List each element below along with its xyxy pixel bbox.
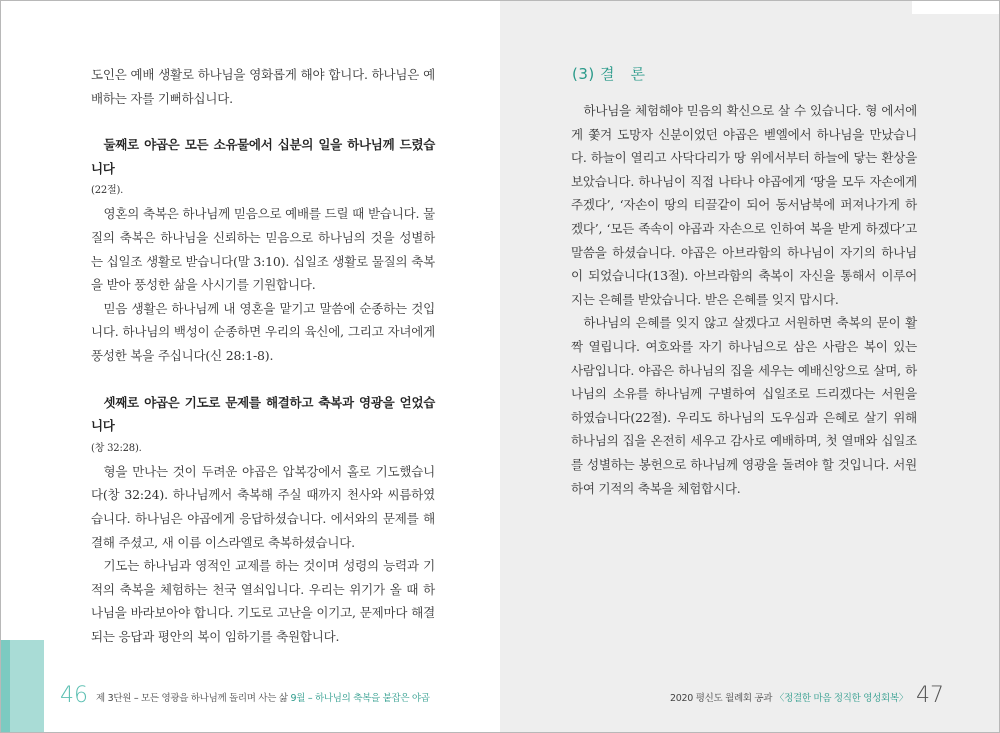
section2-reference: (22절). — [91, 185, 124, 197]
section3-reference: (창 32:28). — [91, 442, 142, 454]
footer-right — [670, 690, 908, 704]
section3-heading: 셋째로 야곱은 기도로 문제를 해결하고 축복과 영광을 얻었습니다 — [91, 394, 435, 434]
conclusion-paragraph: 하나님의 은혜를 잊지 않고 살겠다고 서원하면 축복의 문이 활짝 열립니다. 여호와를 자기 하나님으로 삼은 사람은 복이 있는 사람입니다. 야곱은 하나님의 집을 세우는 예배신앙으로 살며, 하나님의 소유를 하나님께 구별하여 십일조로 드리겠다는 서원을 하였습니다(22절). 우리도 하나님의 도우심과 은혜로 살기 위해 하나님의 집을 온전히 세우고 감사로 예배하며, 첫 열매와 십일조를 성별하는 봉헌으로 하나님께 영광을 돌려야 할 것입니다. 서원하여 기적의 축복을 체험합시다. — [571, 315, 917, 496]
section3-paragraph: 기도는 하나님과 영적인 교제를 하는 것이며 성령의 능력과 기적의 축복을 체험하는 천국 열쇠입니다. 우리는 위기가 올 때 하나님을 바라보아야 합니다. 기도로 고난을 이기고, 문제마다 해결되는 응답과 평안의 복이 임하기를 축원합니다. — [91, 558, 435, 644]
chapter-tab — [0, 640, 44, 733]
conclusion-title: (3) 결 론 — [572, 65, 646, 83]
intro-paragraph: 도인은 예배 생활로 하나님을 영화롭게 해야 합니다. 하나님은 예배하는 자를 기뻐하십니다. — [91, 67, 435, 106]
section2-heading: 둘째로 야곱은 모든 소유물에서 십분의 일을 하나님께 드렸습니다 — [91, 137, 435, 176]
corner-tab — [912, 0, 1000, 14]
conclusion-paragraph: 하나님을 체험해야 믿음의 확신으로 살 수 있습니다. 형 에서에게 쫓겨 도망자 신분이었던 야곱은 벧엘에서 하나님을 만났습니다. 하늘이 열리고 사닥다리가 땅 위에서부터 하늘에 닿는 환상을 보았습니다. 하나님이 직접 나타나 야곱에게 ‘땅을 모두 자손에게 주겠다’, ‘자손이 땅의 티끌같이 되어 동서남북에 퍼져나가게 하겠다’, ‘모든 족속이 야곱과 자손으로 인하여 복을 받게 하겠다’고 말씀을 하셨습니다. 야곱은 아브라함의 하나님이 자기의 하나님이 되었습니다(13절). 아브라함의 축복이 자신을 통해서 이루어지는 은혜를 받았습니다. 받은 은혜를 잊지 맙시다. — [571, 103, 917, 307]
footer-left — [96, 690, 430, 704]
footer-right-main: 2020 평신도 월례회 공과 — [670, 693, 773, 704]
section3-paragraph: 형을 만나는 것이 두려운 야곱은 압복강에서 홀로 기도했습니다(창 32:24). 하나님께서 축복해 주실 때까지 천사와 씨름하였습니다. 하나님은 야곱에게 응답하셨습니다. 에서와의 문제를 해결해 주셨고, 새 이름 이스라엘로 축복하셨습니다. — [91, 463, 435, 550]
section2-paragraph: 믿음 생활은 하나님께 내 영혼을 맡기고 말씀에 순종하는 것입니다. 하나님의 백성이 순종하면 우리의 육신에, 그리고 자녀에게 풍성한 복을 주십니다(신 28:1-8). — [91, 300, 435, 363]
left-column — [91, 63, 435, 648]
chapter-tab-stripe — [0, 640, 10, 733]
section2-paragraph: 영혼의 축복은 하나님께 믿음으로 예배를 드릴 때 받습니다. 물질의 축복은 하나님을 신뢰하는 믿음으로 하나님의 것을 성별하는 십일조 생활로 받습니다(말 3:10). 십일조 생활로 물질의 축복을 받아 풍성한 삶을 사시기를 기원합니다. — [91, 206, 435, 293]
page-number-right: 47 — [916, 683, 944, 708]
right-column — [571, 99, 917, 500]
footer-right-accent: 〈정결한 마음 정직한 영성회복〉 — [774, 693, 908, 704]
page-number-left: 46 — [60, 683, 88, 708]
footer-left-accent: 9월 – 하나님의 축복을 붙잡은 야곱 — [290, 693, 430, 704]
footer-left-main: 제 3단원 – 모든 영광을 하나님께 돌리며 사는 삶 — [96, 693, 288, 704]
